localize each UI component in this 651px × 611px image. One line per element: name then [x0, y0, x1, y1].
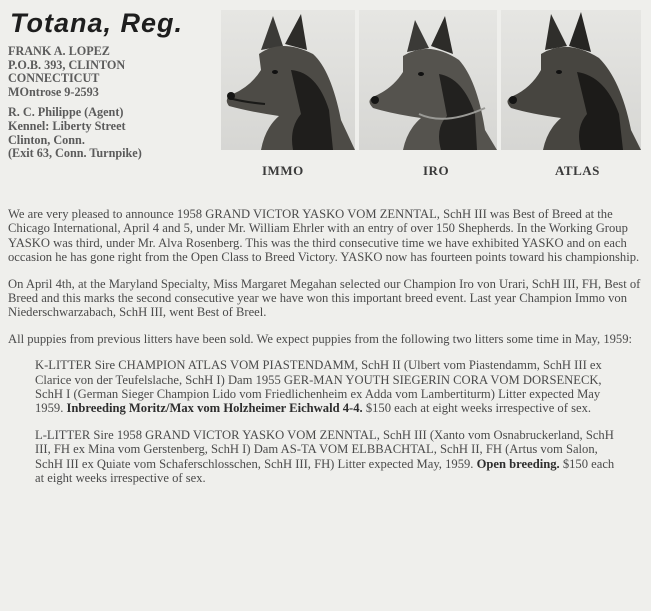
body-text — [8, 207, 641, 498]
agent-name: R. C. Philippe (Agent) — [8, 105, 124, 120]
exit-note: (Exit 63, Conn. Turnpike) — [8, 146, 142, 161]
page-title: Totana, Reg. — [10, 8, 184, 38]
photo-strip — [221, 10, 641, 150]
dog-portrait-icon — [501, 10, 641, 150]
owner-address: P.O.B. 393, CLINTON — [8, 57, 126, 72]
k-litter — [35, 358, 625, 416]
kennel-address: Kennel: Liberty Street — [8, 118, 126, 133]
k-litter-text: K-LITTER Sire CHAMPION ATLAS VOM PIASTENDAMM, SchH II (Ulbert vom Piastendamm, SchH III ex Clarice von der Teufelslache, SchH I) Dam 1955 GER-MAN YOUTH SIEGERIN CORA VOM DORSENECK, SchH I (German Sieger Champion Lido vom Friedlichenheim ex Adda vom Lambertiturm) Litter expected May 1959. — [35, 358, 602, 416]
owner-phone: MOntrose 9-2593 — [8, 84, 99, 99]
l-litter — [35, 428, 625, 486]
owner-name: FRANK A. LOPEZ — [8, 44, 110, 58]
k-litter-breeding: Inbreeding Moritz/Max vom Holzheimer Eichwald 4-4. — [66, 401, 363, 416]
dog-photo-atlas — [501, 10, 641, 150]
l-litter-breeding: Open breeding. — [476, 456, 560, 471]
paragraph-maryland: On April 4th, at the Maryland Specialty, Miss Margaret Megahan selected our Champion Iro von Urari, SchH III, FH, Best of Breed and this marks the second consecutive year we have won this important breed event. Last year Champion Immo von Niederschwarzabach, SchH III, went Best of Breel. — [8, 276, 641, 320]
owner-state: CONNECTICUT — [8, 71, 100, 86]
dog-photo-immo — [221, 10, 355, 150]
k-litter-price: $150 each at eight weeks irrespective of sex. — [365, 401, 592, 416]
paragraph-puppies: All puppies from previous litters have been sold. We expect puppies from the following two litters some time in May, 1959: — [8, 331, 633, 346]
paragraph-yasko: We are very pleased to announce 1958 GRAND VICTOR YASKO VOM ZENNTAL, SchH III was Best of Breed at the Chicago International, April 4 and 5, under Mr. William Ehrler with an entry of over 150 Shepherds. In the Working Group YASKO was third, under Mr. Alva Rosenberg. This was the third consecutive time we have exhibited YASKO and on each occasion he has gone right from the Open Class to Breed Victory. YASKO now has fourteen points toward his championship. — [8, 207, 640, 265]
dog-portrait-icon — [221, 10, 355, 150]
l-litter-price: $150 each at eight weeks irrespective of sex. — [35, 456, 615, 486]
dog-portrait-icon — [359, 10, 497, 150]
caption-atlas: ATLAS — [555, 163, 600, 178]
caption-immo: IMMO — [262, 163, 304, 178]
kennel-town: Clinton, Conn. — [8, 132, 85, 147]
dog-photo-iro — [359, 10, 497, 150]
contact-block — [8, 45, 213, 161]
caption-iro: IRO — [423, 163, 450, 178]
l-litter-text: L-LITTER Sire 1958 GRAND VICTOR YASKO VOM ZENNTAL, SchH III (Xanto vom Osnabruckerland, SchH III, FH ex Mina vom Gerstenberg, SchH I) Dam AS-TA VOM ELBBACHTAL, SchH II, FH (Artus vom Salon, SchH III ex Quiate vom Schaferschlosschen, SchH III, FH) Litter expected May, 1959. — [35, 427, 614, 471]
